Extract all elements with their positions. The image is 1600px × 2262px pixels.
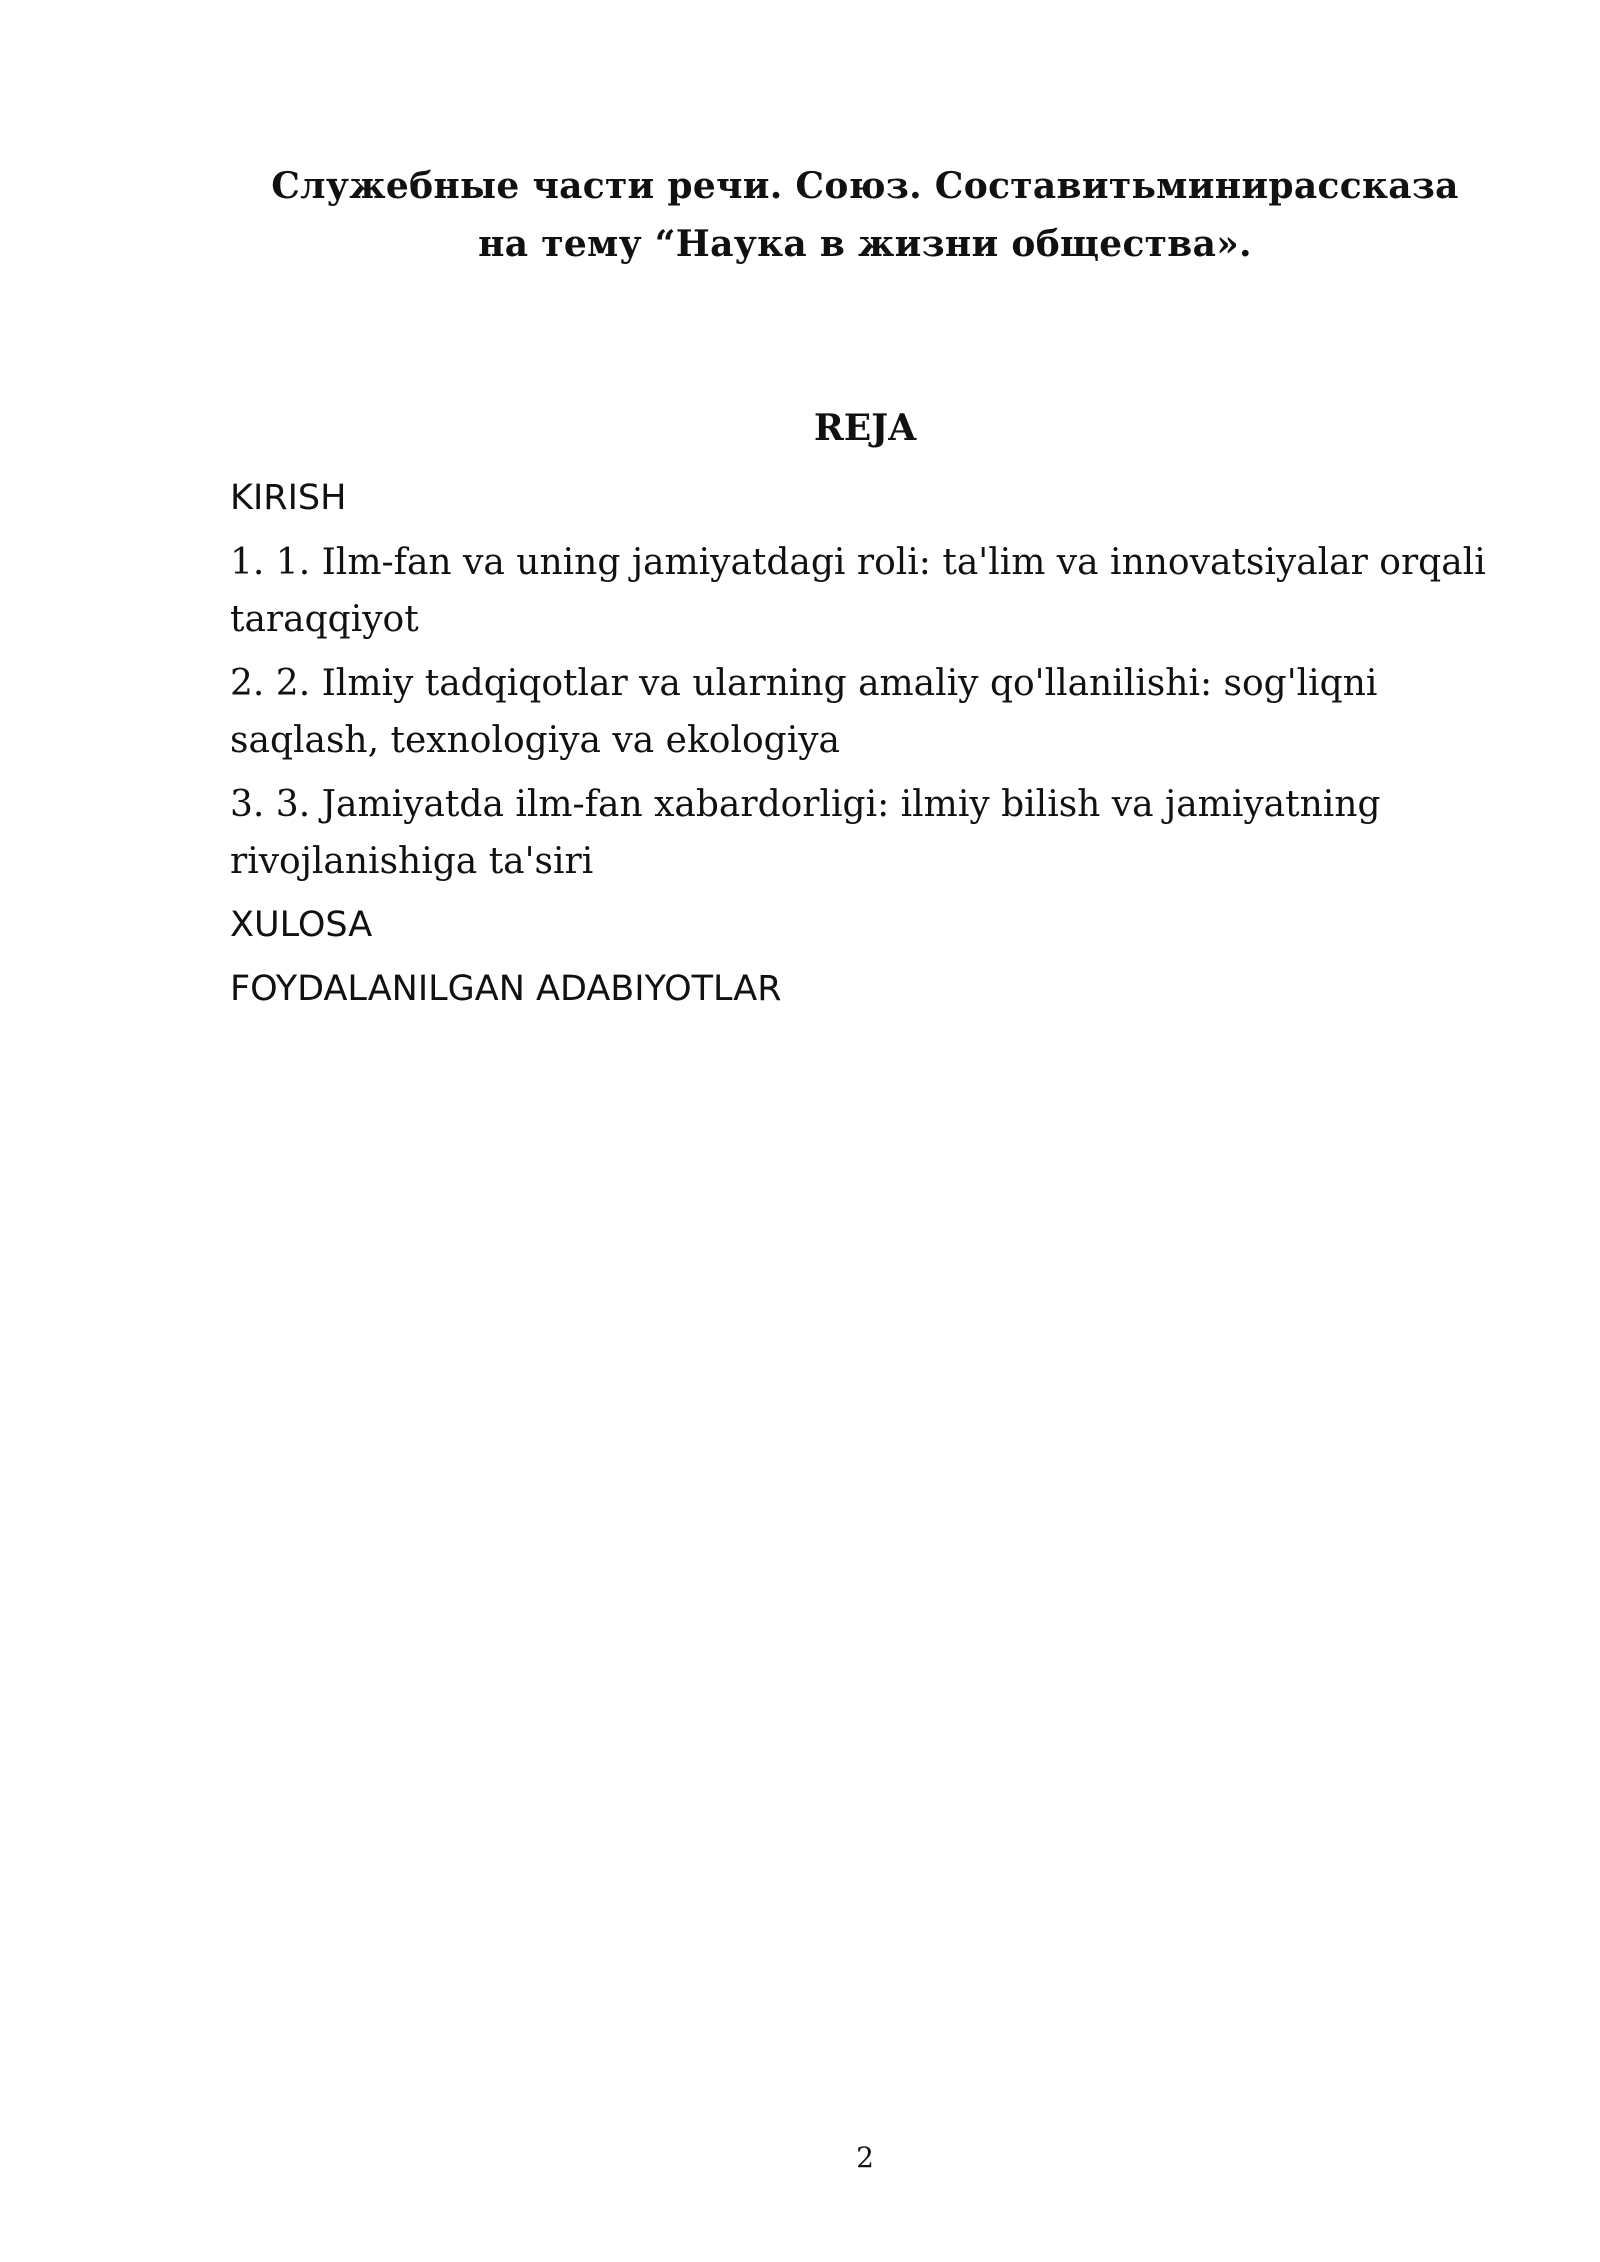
- plan-item-references: FOYDALANILGAN ADABIYOTLAR: [230, 969, 782, 1009]
- plan-item-3: 3. 3. Jamiyatda ilm-fan xabardorligi: ilmiy bilish va jamiyatning rivojlanishiga ta'siri: [230, 784, 1381, 882]
- plan-list: [230, 470, 1520, 1025]
- plan-item-1: 1. 1. Ilm-fan va uning jamiyatdagi roli: ta'lim va innovatsiyalar orqali taraqqiyot: [230, 542, 1486, 640]
- document-title-line-1: Служебные части речи. Союз. Составитьминирассказа: [271, 165, 1459, 207]
- document-title: [200, 157, 1530, 273]
- plan-item-2: 2. 2. Ilmiy tadqiqotlar va ularning amaliy qo'llanilishi: sog'liqni saqlash, texnologiya va ekologiya: [230, 663, 1378, 761]
- page-number: 2: [856, 2141, 874, 2174]
- plan-item-introduction: KIRISH: [230, 478, 347, 518]
- document-title-line-2: на тему “Наука в жизни общества».: [478, 223, 1252, 265]
- plan-item-conclusion: XULOSA: [230, 905, 373, 945]
- plan-heading: REJA: [813, 407, 917, 449]
